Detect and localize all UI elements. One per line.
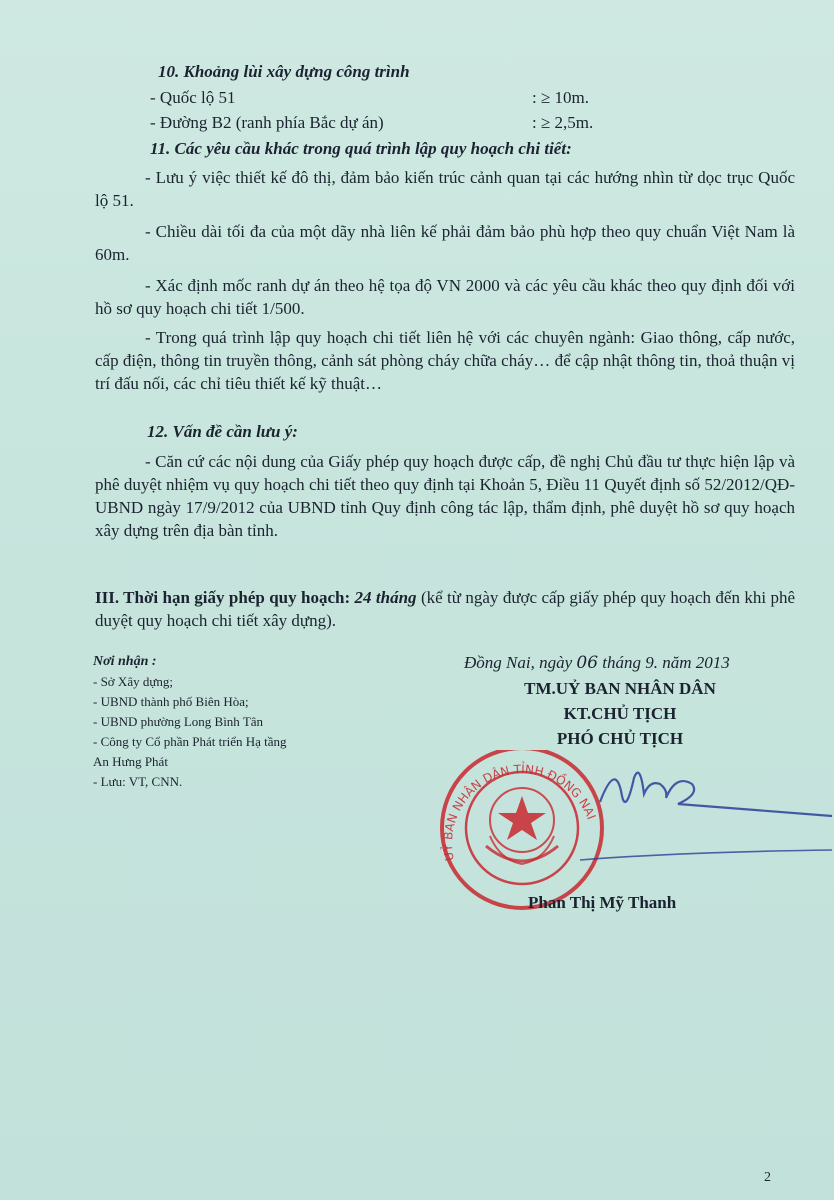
section-III-note: (kể từ ngày được cấp giấy phép quy hoạch đến khi phê duyệt quy hoạch chi tiết xây dựng). <box>95 588 795 630</box>
sign-chair-line: KT.CHỦ TỊCH <box>563 704 677 723</box>
setback-value-ql51: : ≥ 10m. <box>532 88 590 107</box>
date-prefix: Đồng Nai, ngày <box>464 653 573 672</box>
setback-value-b2: : ≥ 2,5m. <box>532 113 594 132</box>
section-III-label: III. Thời hạn giấy phép quy hoạch: <box>95 588 351 607</box>
section-12-heading: 12. Vấn đề cần lưu ý: <box>147 422 298 441</box>
recipient-item: - Lưu: VT, CNN. <box>93 774 183 789</box>
paragraph-text: - Chiều dài tối đa của một dãy nhà liên kế phải đảm bảo phù hợp theo quy chuẩn Việt Nam là 60m. <box>95 222 795 264</box>
section-III <box>95 586 795 632</box>
section-11-paragraph-1 <box>95 166 795 212</box>
paragraph-text: - Trong quá trình lập quy hoạch chi tiết liên hệ với các chuyên ngành: Giao thông, cấp nước, cấp điện, thông tin truyền thông, cảnh sát phòng cháy chữa cháy… để cập nhật thông tin, thoả thuận vị trí đấu nối, các chỉ tiêu thiết kế kỹ thuật… <box>95 328 795 393</box>
date-month-word: tháng <box>602 653 642 672</box>
recipient-item: An Hưng Phát <box>93 754 168 769</box>
recipient-item: - Công ty Cổ phần Phát triển Hạ tầng <box>93 734 287 749</box>
sign-vice-chair-line: PHÓ CHỦ TỊCH <box>556 729 684 748</box>
recipient-item: - UBND phường Long Bình Tân <box>93 714 264 729</box>
section-12-paragraph <box>95 450 795 542</box>
section-11-heading: 11. Các yêu cầu khác trong quá trình lập quy hoạch chi tiết: <box>150 139 572 158</box>
seal-and-signature <box>430 750 834 910</box>
page-number: 2 <box>764 1170 771 1185</box>
paragraph-text: - Xác định mốc ranh dự án theo hệ tọa độ VN 2000 và các yêu cầu khác theo quy định đối với hồ sơ quy hoạch chi tiết 1/500. <box>95 276 795 318</box>
sign-org-line: TM.UỶ BAN NHÂN DÂN <box>524 679 716 698</box>
setback-label-b2: - Đường B2 (ranh phía Bắc dự án) <box>150 113 384 132</box>
date-year: . năm 2013 <box>653 653 730 672</box>
paragraph-text: - Lưu ý việc thiết kế đô thị, đảm bảo kiến trúc cảnh quan tại các hướng nhìn từ dọc trục Quốc lộ 51. <box>95 168 795 210</box>
recipients-title: Nơi nhận : <box>93 654 157 669</box>
recipient-item: - Sở Xây dựng; <box>93 674 173 689</box>
section-III-duration: 24 tháng <box>354 588 417 607</box>
section-10-heading: 10. Khoảng lùi xây dựng công trình <box>158 62 410 81</box>
seal-text: UỶ BAN NHÂN DÂN TỈNH ĐỒNG NAI <box>440 762 599 863</box>
section-11-paragraph-2 <box>95 220 795 266</box>
signature-ink-icon <box>580 773 832 860</box>
official-seal-icon <box>439 750 602 908</box>
setback-label-ql51: - Quốc lộ 51 <box>150 88 236 107</box>
date-month: 9 <box>645 653 654 672</box>
paragraph-text: - Căn cứ các nội dung của Giấy phép quy hoạch được cấp, đề nghị Chủ đầu tư thực hiện lập và phê duyệt nhiệm vụ quy hoạch chi tiết theo quy định tại Khoản 5, Điều 11 Quyết định số 52/2012/QĐ-UBND ngày 17/9/2012 của UBND tỉnh Quy định công tác lập, thẩm định, phê duyệt hồ sơ quy hoạch xây dựng trên địa bàn tỉnh. <box>95 452 795 540</box>
recipient-item: - UBND thành phố Biên Hòa; <box>93 694 249 709</box>
section-11-paragraph-3 <box>95 274 795 320</box>
section-11-paragraph-4 <box>95 326 795 395</box>
recipients-block <box>93 652 287 792</box>
signer-name: Phan Thị Mỹ Thanh <box>528 893 677 912</box>
date-line <box>464 653 730 673</box>
date-day: 06 <box>576 653 599 673</box>
